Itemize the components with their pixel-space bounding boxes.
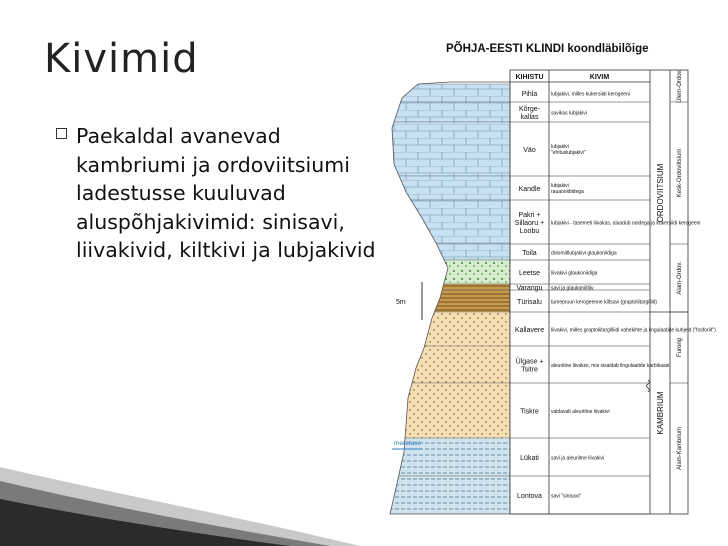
section-diagram xyxy=(388,68,716,518)
bullet-icon xyxy=(56,128,67,139)
header-layer: KIHISTU xyxy=(515,74,544,81)
cliff-layer xyxy=(388,244,510,260)
series-label: Ülem-Ordov. xyxy=(677,69,683,103)
layer-name: Türisalu xyxy=(517,299,542,306)
cliff-layer xyxy=(388,176,510,200)
series-label: Kesk-Ordoviitsium xyxy=(677,148,683,198)
layer-name: Väo xyxy=(523,147,536,154)
header-rock: KIVIM xyxy=(589,74,610,81)
layer-rock: savi ja glaukoniitliiv xyxy=(551,285,594,292)
cliff-layer xyxy=(388,284,510,290)
layer-name: Pihla xyxy=(521,91,538,98)
layer-name: Varangu xyxy=(516,285,543,292)
decorative-swoosh xyxy=(0,455,360,546)
klint-section-figure xyxy=(388,68,716,523)
layer-name: Kandle xyxy=(518,186,541,193)
slide-title: Kivimid xyxy=(44,36,199,82)
layer-name: Lükati xyxy=(520,455,539,462)
cliff-layer xyxy=(388,260,510,284)
layer-rock: valdavalt aleuriitne liivakivi xyxy=(551,409,610,415)
layer-rock: lubjakivi rauaooidiidega xyxy=(551,183,584,195)
scale-label: 5m xyxy=(396,299,406,306)
layer-name: Leetse xyxy=(518,270,541,277)
layer-rock: savikas lubjakivi xyxy=(551,110,587,117)
sea-level-label: meretase xyxy=(394,440,422,447)
series-label: Alam-Kambrium xyxy=(677,426,683,471)
layer-name: Kõrge-kallas xyxy=(518,106,541,121)
layer-rock: savi "sinisavi" xyxy=(551,493,582,500)
layer-rock: savi ja aleuriitne liivakivi xyxy=(551,455,605,462)
cliff-layer xyxy=(388,200,510,244)
layer-name: Pakri + Sillaoru + Loobu xyxy=(514,212,545,235)
layer-name: Kallavere xyxy=(514,327,545,334)
layer-name: Ülgase + Tsitre xyxy=(515,358,544,374)
cliff-layer xyxy=(388,84,510,102)
series-label: Alam-Ordov. xyxy=(677,261,683,295)
cliff-layer xyxy=(388,476,510,514)
slide-body-text: Paekaldal avanevad kambriumi ja ordoviitsiumi ladestusse kuuluvad aluspõhjakivimid: sinisavi, liivakivid, kiltkivi ja lubjakivid xyxy=(76,124,376,262)
layer-rock: liivakivi, milles graptoliitargilliidi vahekihte ja lingulaatide kuhjeid ("fosforiit") xyxy=(551,327,716,334)
layer-rock: aleuriitne liivakivi, mis sisaldab lingulaatide karbikaasi xyxy=(551,363,670,369)
cliff-layer xyxy=(388,102,510,122)
cliff-layer xyxy=(388,346,510,383)
layer-name: Toila xyxy=(522,250,537,257)
cliff-layer xyxy=(388,290,510,312)
table-frame xyxy=(510,70,688,514)
system-ordovician: ORDOVIITSIUM xyxy=(656,163,665,223)
cliff-layer xyxy=(388,312,510,346)
series-label: Furong xyxy=(677,337,683,358)
cliff-layer xyxy=(388,383,510,438)
layer-rock: lubjakivi, milles kukersiidi kerogeeni xyxy=(551,91,630,98)
system-cambrian: KAMBRIUM xyxy=(656,391,665,435)
layer-rock: dolomiitlubjakivi glaukoniidiga xyxy=(551,250,617,257)
layer-rock: liivakivi glaukoniidiga xyxy=(551,270,598,277)
layer-name: Tiskre xyxy=(520,408,539,416)
layer-rock: lubjakivi - tasemeti liivakas, aluadub ooidega ja kukersiidi kerogeeni xyxy=(551,220,701,227)
layer-rock: lubjakivi "ehituslubjakivi" xyxy=(551,144,586,156)
figure-title: PÕHJA-EESTI KLINDI koondläbilõige xyxy=(446,43,649,55)
layer-rock: tumepruun kerogeenne kiltsavi (graptoliitargilliit) xyxy=(551,299,657,306)
layer-name: Lontova xyxy=(517,493,542,500)
cliff-layer xyxy=(388,122,510,176)
